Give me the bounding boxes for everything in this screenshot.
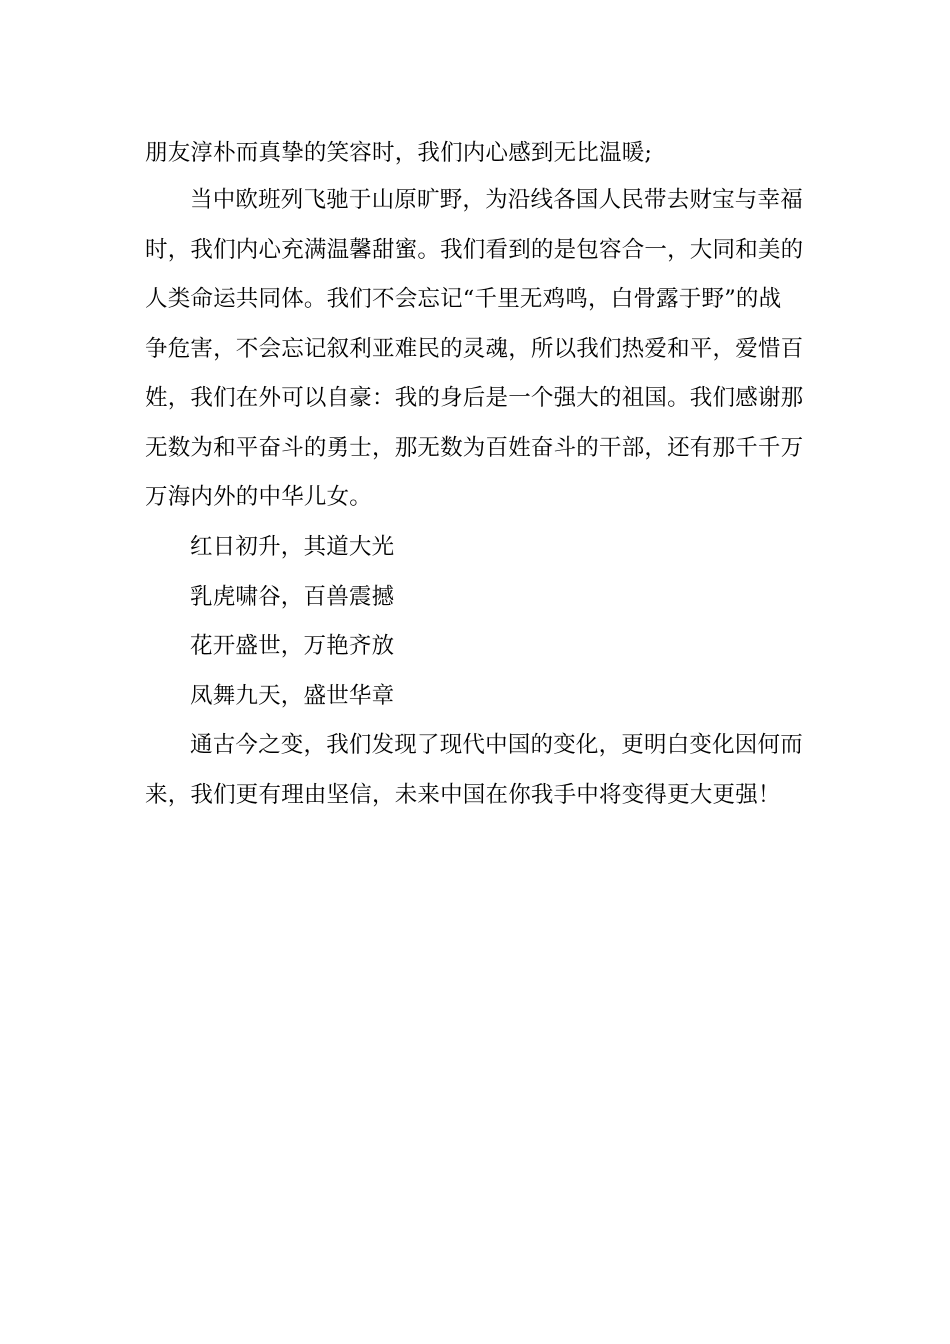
verse-line: 红日初升，其道大光 bbox=[190, 534, 395, 560]
verse-line: 凤舞九天，盛世华章 bbox=[190, 683, 395, 709]
text-line: 时，我们内心充满温馨甜蜜。我们看到的是包容合一，大同和美的 bbox=[145, 237, 804, 263]
text-line: 姓，我们在外可以自豪：我的身后是一个强大的祖国。我们感谢那 bbox=[145, 385, 804, 411]
text-line: 争危害，不会忘记叙利亚难民的灵魂，所以我们热爱和平，爱惜百 bbox=[145, 336, 804, 362]
text-line: 来，我们更有理由坚信，未来中国在你我手中将变得更大更强！ bbox=[145, 782, 781, 808]
paragraph-start-line: 当中欧班列飞驰于山原旷野，为沿线各国人民带去财宝与幸福 bbox=[190, 187, 803, 213]
text-line: 无数为和平奋斗的勇士，那无数为百姓奋斗的干部，还有那千千万 bbox=[145, 435, 804, 461]
text-line: 万海内外的中华儿女。 bbox=[145, 484, 373, 510]
verse-line: 乳虎啸谷，百兽震撼 bbox=[190, 584, 395, 610]
verse-line: 花开盛世，万艳齐放 bbox=[190, 633, 395, 659]
text-line: 朋友淳朴而真挚的笑容时，我们内心感到无比温暖; bbox=[145, 140, 653, 166]
text-line: 人类命运共同体。我们不会忘记“千里无鸡鸣，白骨露于野”的战 bbox=[145, 286, 782, 312]
paragraph-start-line: 通古今之变，我们发现了现代中国的变化，更明白变化因何而 bbox=[190, 732, 803, 758]
